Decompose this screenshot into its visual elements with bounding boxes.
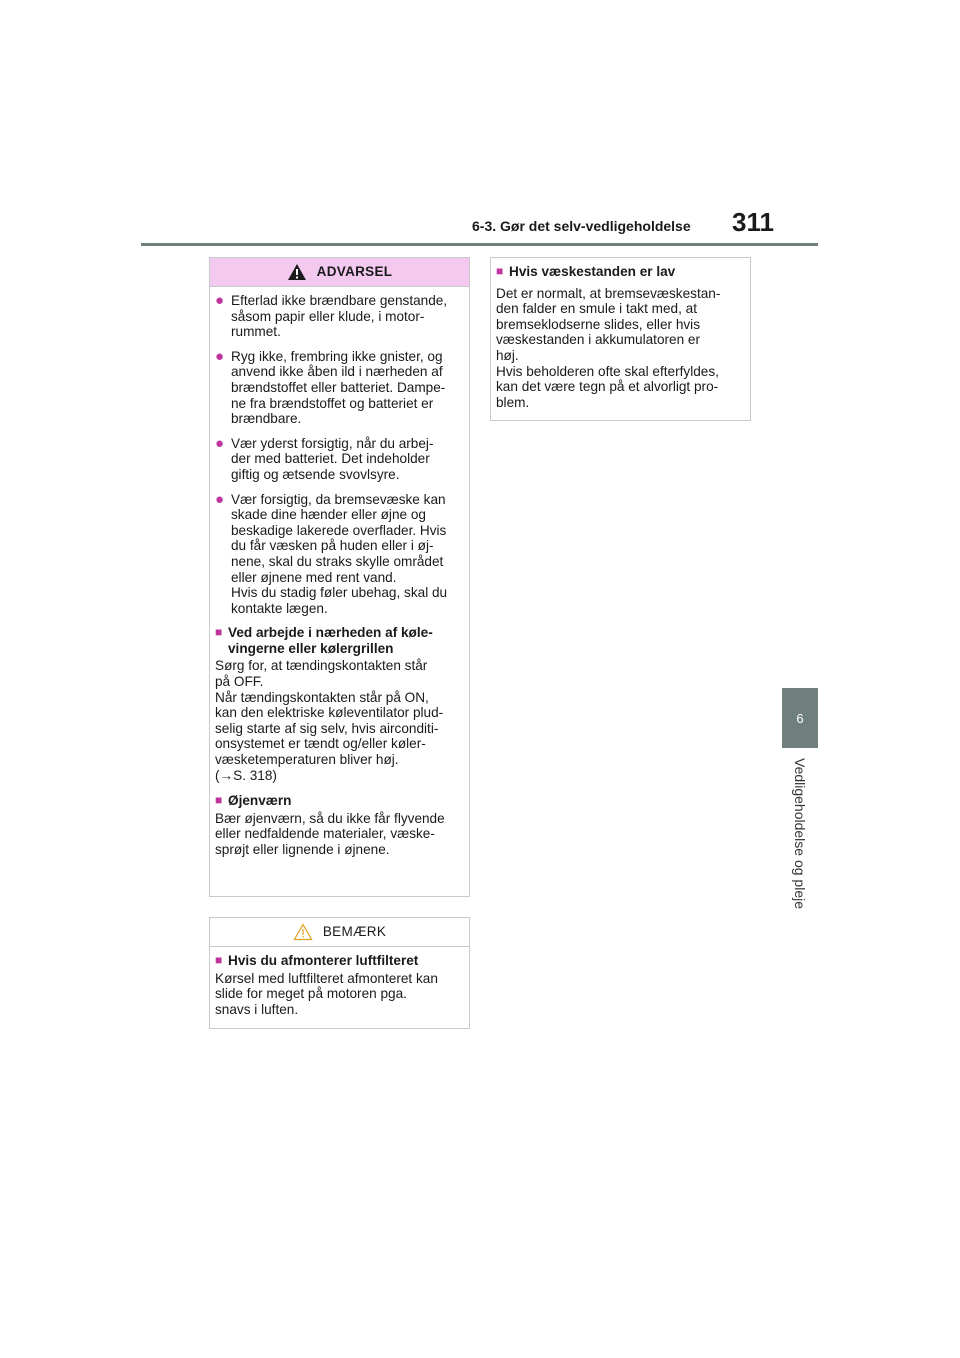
chapter-number: 6 [796,710,804,726]
caution-triangle-outline-icon [293,923,313,941]
info-box [490,257,751,421]
info-text: Det er normalt, at bremsevæskestan- den falder en smule i takt med, at bremseklodserne slides, eller hvis væskestanden i akkumulatoren er høj. Hvis beholderen ofte skal efterfyldes, kan det være tegn på et alvorligt pro- blem. [496,285,721,410]
warning-subsection-text: Bær øjenværn, så du ikke får flyvende eller nedfaldende materialer, væske- sprøjt eller lignende i øjnene. [215,810,445,857]
bullet-text: Ryg ikke, frembring ikke gnister, og anvend ikke åben ild i nærheden af brændstoffet eller batteriet. Dampe- ne fra brændstoffet og batteriet er brændbare. [231,348,446,427]
subheading-text: Ved arbejde i nærheden af køle- vingerne eller kølergrillen [228,625,433,656]
warning-title: ADVARSEL [316,264,393,280]
notice-subsection-text: Kørsel med luftfilteret afmonteret kan slide for meget på motoren pga. snavs i luften. [215,970,438,1017]
notice-subheading [215,953,464,969]
square-marker-icon: ■ [215,625,223,640]
chapter-tab[interactable] [782,688,818,748]
bullet-text: Efterlad ikke brændbare genstande, såsom papir eller klude, i motor- rummet. [231,293,448,340]
section-title: 6-3. Gør det selv-vedligeholdelse [472,218,691,234]
warning-bullet [215,293,464,340]
square-marker-icon: ■ [215,793,223,808]
warning-bullet [215,492,464,617]
subheading-text: Øjenværn [228,793,292,809]
subheading-text: Hvis du afmonterer luftfilteret [228,953,419,968]
notice-title: BEMÆRK [322,924,387,940]
notice-header [210,918,469,947]
subheading-text: Hvis væskestanden er lav [509,264,676,279]
warning-subsection-text: Sørg for, at tændingskontakten står på OFF. Når tændingskontakten står på ON, kan den elektriske køleventilator plud- selig starte af sig selv, hvis airconditi- onsystemet er tændt og/eller køler- væsketemperaturen bliver høj. (→S. 318) [215,658,444,783]
bullet-text: Vær yderst forsigtig, når du arbej- der med batteriet. Det indeholder giftig og ætsende svovlsyre. [231,435,434,482]
warning-subheading [215,625,464,656]
info-body [491,258,750,426]
chapter-side-label [782,758,818,938]
square-marker-icon: ■ [496,264,504,278]
warning-subheading [215,793,464,809]
info-subheading [496,264,745,280]
notice-body [210,947,469,1033]
bullet-dot-icon: ● [215,347,225,365]
warning-bullet [215,436,464,483]
bullet-dot-icon: ● [215,490,225,508]
warning-header [210,258,469,287]
warning-box [209,257,470,897]
header-divider [141,243,818,246]
bullet-dot-icon: ● [215,434,225,452]
page-number: 311 [732,207,774,237]
bullet-dot-icon: ● [215,292,225,309]
square-marker-icon: ■ [215,953,223,967]
warning-triangle-icon [287,263,307,281]
chapter-title: Vedligeholdelse og pleje [792,758,808,910]
warning-bullet [215,349,464,427]
bullet-text: Vær forsigtig, da bremsevæske kan skade dine hænder eller øjne og beskadige lakerede overflader. Hvis du får væsken på huden eller i øj- nene, skal du straks skylle området eller øjnene med rent vand. Hvis du stadig føler ubehag, skal du kontakte lægen. [231,491,448,616]
warning-body [210,287,469,874]
notice-box [209,917,470,1029]
